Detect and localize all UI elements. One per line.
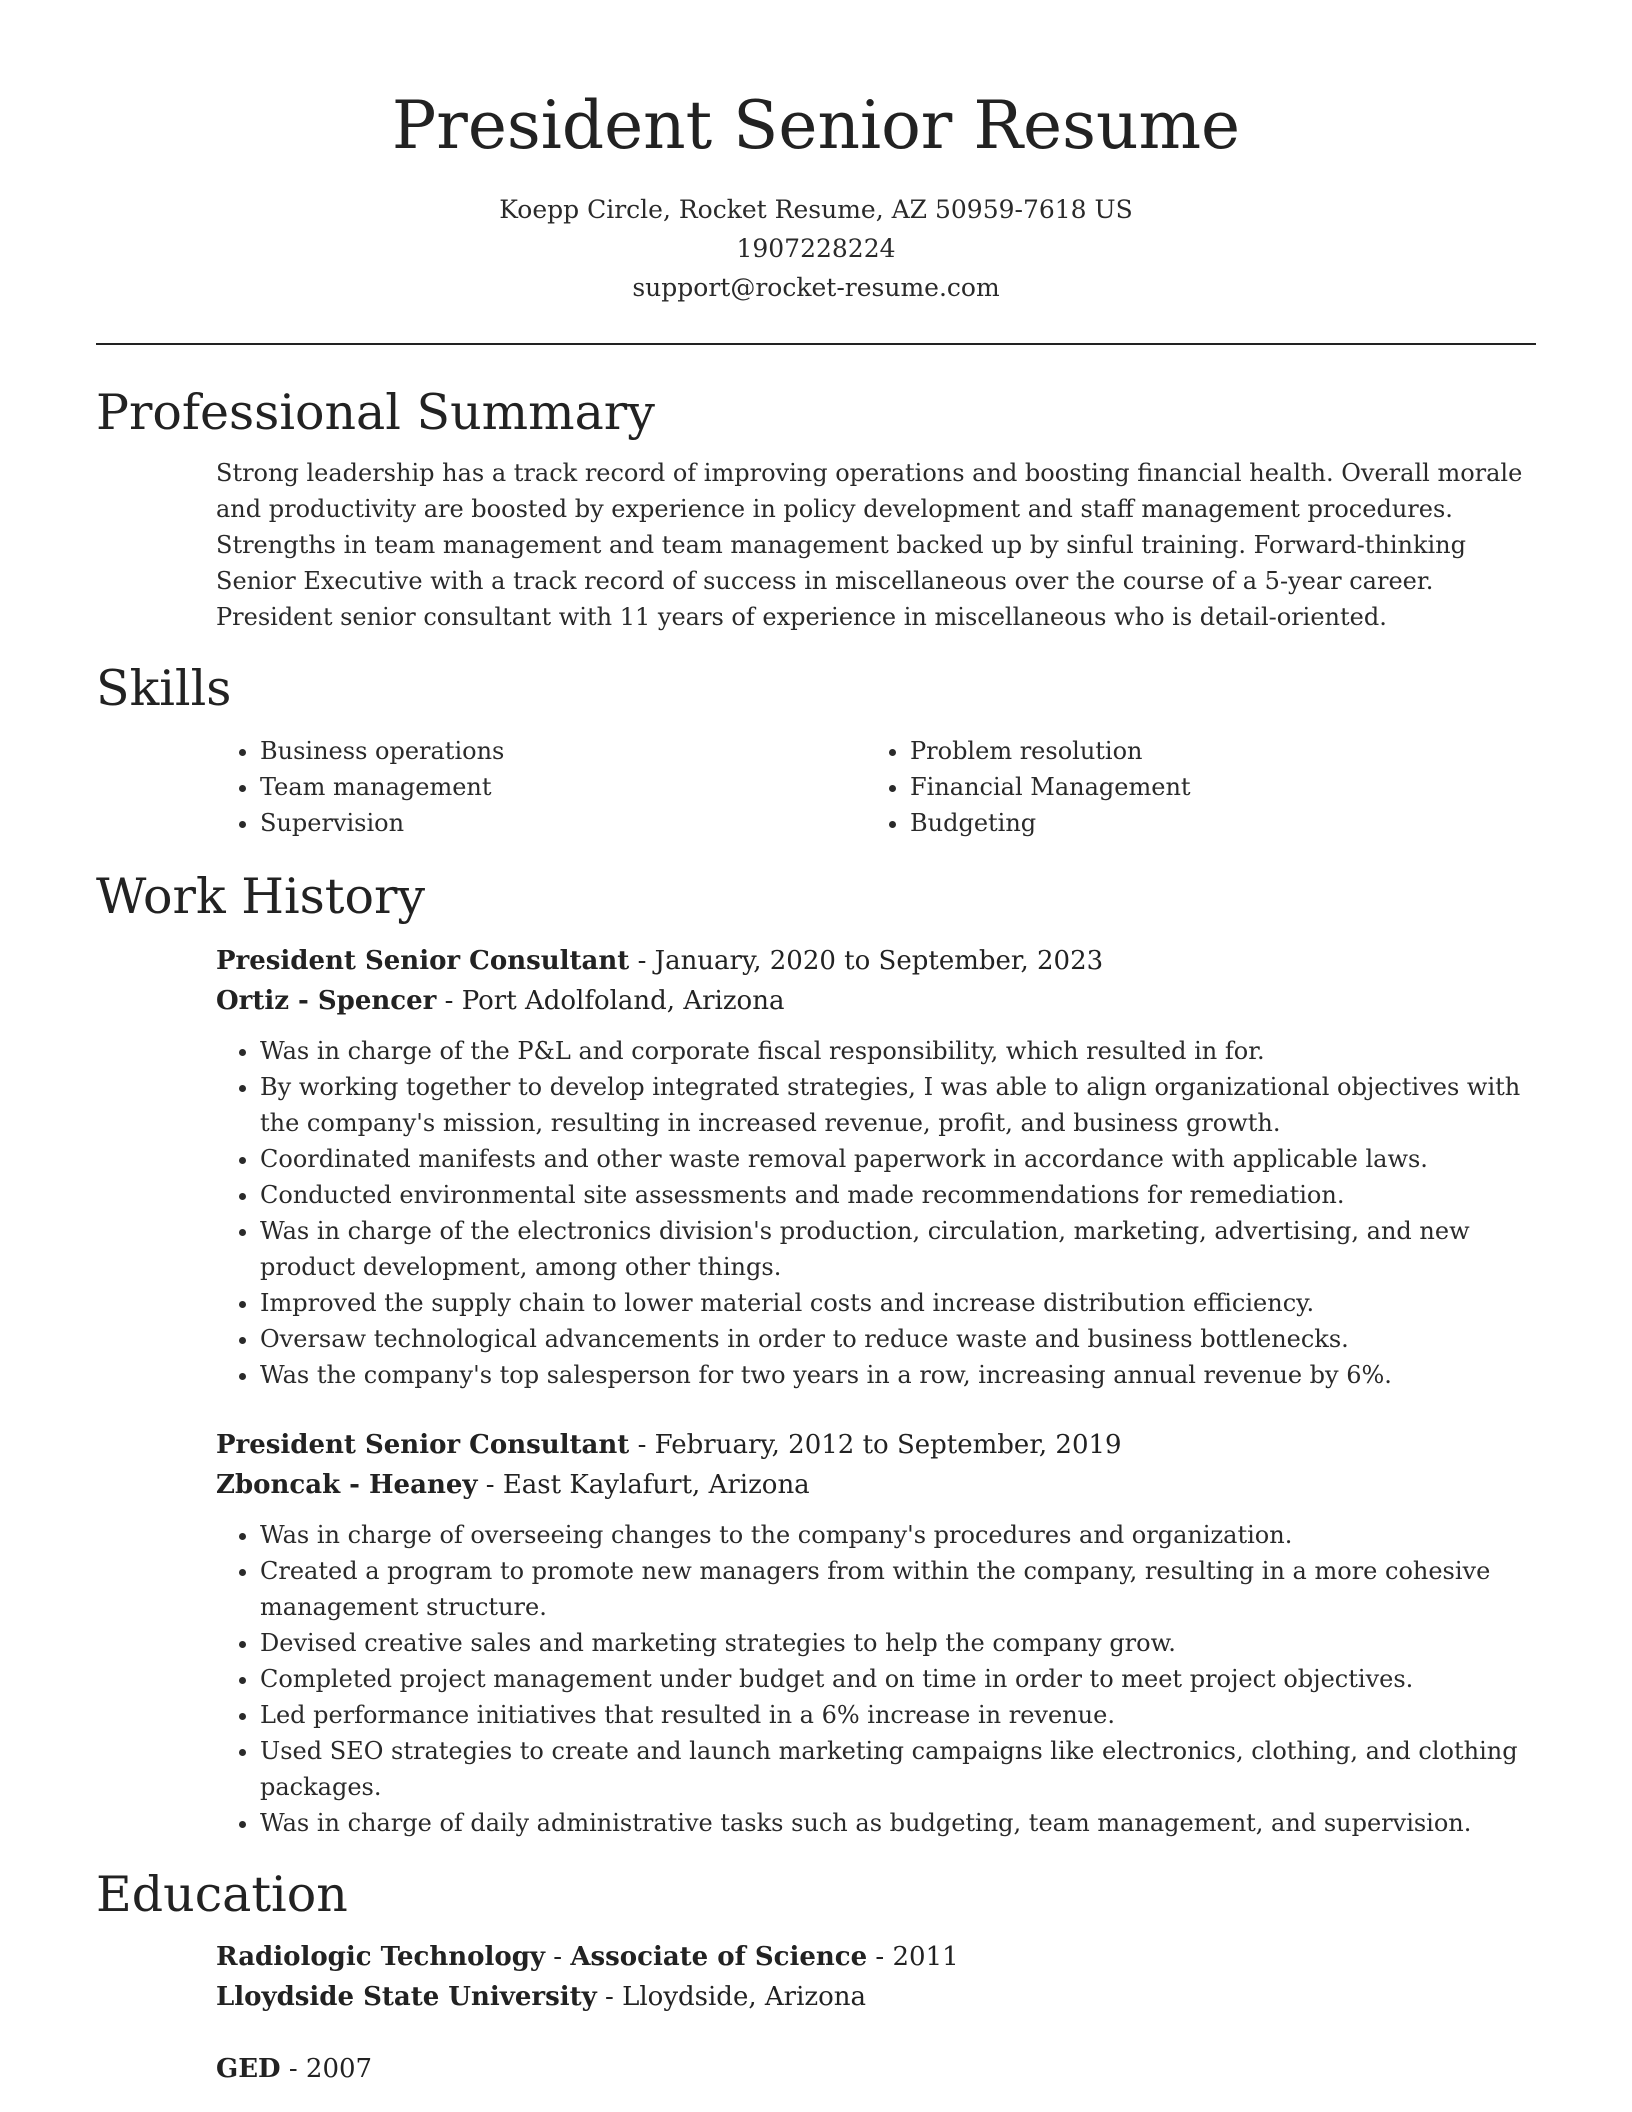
address: Koepp Circle, Rocket Resume, AZ 50959-7618 US bbox=[499, 195, 1133, 224]
education-degree: Associate of Science bbox=[570, 1942, 868, 1972]
contact-info bbox=[96, 190, 1536, 307]
header-divider bbox=[96, 343, 1536, 345]
resume-header bbox=[96, 0, 1536, 345]
education-field: Radiologic Technology bbox=[216, 1942, 545, 1972]
education-degree-line: Radiologic Technology - Associate of Science - 2011 bbox=[216, 1942, 959, 1972]
skill-item: • Supervision bbox=[260, 805, 866, 841]
job-bullet: • Devised creative sales and marketing strategies to help the company grow. bbox=[260, 1625, 1536, 1661]
education-year: 2011 bbox=[892, 1942, 959, 1972]
education-entry bbox=[216, 1937, 1536, 2017]
job-bullet: • Was the company's top salesperson for two years in a row, increasing annual revenue by 6%. bbox=[260, 1357, 1536, 1393]
resume-title: President Senior Resume bbox=[391, 87, 1241, 164]
job-bullet: • Completed project management under budget and on time in order to meet project objectives. bbox=[260, 1661, 1536, 1697]
job-bullet: • Conducted environmental site assessments and made recommendations for remediation. bbox=[260, 1177, 1536, 1213]
skill-item: • Team management bbox=[260, 769, 866, 805]
skill-item: • Budgeting bbox=[910, 805, 1516, 841]
job-dates: January, 2020 to September, 2023 bbox=[654, 946, 1104, 976]
education-degree-line: GED - 2007 bbox=[216, 2054, 373, 2084]
job-dates: February, 2012 to September, 2019 bbox=[654, 1430, 1122, 1460]
education-year: 2007 bbox=[305, 2054, 373, 2084]
job-bullets bbox=[216, 1033, 1536, 1393]
education-school: Lloydside State University bbox=[216, 1982, 597, 2012]
resume-page bbox=[96, 0, 1536, 2089]
skills-list-right bbox=[866, 733, 1516, 841]
work-heading: Work History bbox=[96, 868, 426, 925]
job-title-line: President Senior Consultant - January, 2020 to September, 2023 bbox=[216, 946, 1104, 976]
job-bullet: • Coordinated manifests and other waste removal paperwork in accordance with applicable laws. bbox=[260, 1141, 1536, 1177]
job-bullet: • Was in charge of the P&L and corporate fiscal responsibility, which resulted in for. bbox=[260, 1033, 1536, 1069]
summary-heading: Professional Summary bbox=[96, 384, 655, 441]
job-location: East Kaylafurt, Arizona bbox=[502, 1470, 810, 1500]
email: support@rocket-resume.com bbox=[632, 273, 1000, 302]
education-school-line: Lloydside State University - Lloydside, Arizona bbox=[216, 1982, 866, 2012]
phone: 1907228224 bbox=[736, 234, 896, 263]
job-company: Ortiz - Spencer bbox=[216, 986, 437, 1016]
job-bullet: • By working together to develop integrated strategies, I was able to align organizational objectives with the company's mission, resulting in increased revenue, profit, and business growth. bbox=[260, 1069, 1536, 1141]
job-org-line: Zboncak - Heaney - East Kaylafurt, Arizona bbox=[216, 1470, 810, 1500]
job-title-line: President Senior Consultant - February, 2012 to September, 2019 bbox=[216, 1430, 1122, 1460]
job-location: Port Adolfoland, Arizona bbox=[461, 986, 785, 1016]
education-section bbox=[96, 1865, 1536, 2089]
education-entry bbox=[216, 2049, 1536, 2089]
job-bullet: • Oversaw technological advancements in order to reduce waste and business bottlenecks. bbox=[260, 1321, 1536, 1357]
skills-section bbox=[96, 659, 1536, 841]
summary-text: Strong leadership has a track record of improving operations and boosting financial health. Overall morale and productivity are boosted by experience in policy development and staff management procedures. Strengths in team management and team management backed up by sinful training. Forward-thinking Senior Executive with a track record of success in miscellaneous over the course of a 5-year career. President senior consultant with 11 years of experience in miscellaneous who is detail-oriented. bbox=[216, 459, 1523, 631]
skills-list-left bbox=[216, 733, 866, 841]
job-bullet: • Used SEO strategies to create and launch marketing campaigns like electronics, clothing, and clothing packages. bbox=[260, 1733, 1536, 1805]
job-bullet: • Was in charge of the electronics division's production, circulation, marketing, advertising, and new product development, among other things. bbox=[260, 1213, 1536, 1285]
education-field: GED bbox=[216, 2054, 281, 2084]
education-location: Lloydside, Arizona bbox=[622, 1982, 866, 2012]
job-bullet: • Was in charge of overseeing changes to the company's procedures and organization. bbox=[260, 1517, 1536, 1553]
job-bullet: • Was in charge of daily administrative tasks such as budgeting, team management, and supervision. bbox=[260, 1805, 1536, 1841]
skills-heading: Skills bbox=[96, 660, 232, 717]
job-title: President Senior Consultant bbox=[216, 946, 630, 976]
summary-section bbox=[96, 383, 1536, 635]
job-company: Zboncak - Heaney bbox=[216, 1470, 478, 1500]
skill-item: • Problem resolution bbox=[910, 733, 1516, 769]
job-org-line: Ortiz - Spencer - Port Adolfoland, Arizona bbox=[216, 986, 785, 1016]
skill-item: • Financial Management bbox=[910, 769, 1516, 805]
work-section bbox=[96, 867, 1536, 1841]
job-entry bbox=[216, 1425, 1536, 1841]
job-title: President Senior Consultant bbox=[216, 1430, 630, 1460]
education-heading: Education bbox=[96, 1866, 348, 1923]
job-bullets bbox=[216, 1517, 1536, 1841]
job-bullet: • Led performance initiatives that resulted in a 6% increase in revenue. bbox=[260, 1697, 1536, 1733]
skill-item: • Business operations bbox=[260, 733, 866, 769]
job-bullet: • Improved the supply chain to lower material costs and increase distribution efficiency. bbox=[260, 1285, 1536, 1321]
job-bullet: • Created a program to promote new managers from within the company, resulting in a more cohesive management structure. bbox=[260, 1553, 1536, 1625]
job-entry bbox=[216, 941, 1536, 1393]
